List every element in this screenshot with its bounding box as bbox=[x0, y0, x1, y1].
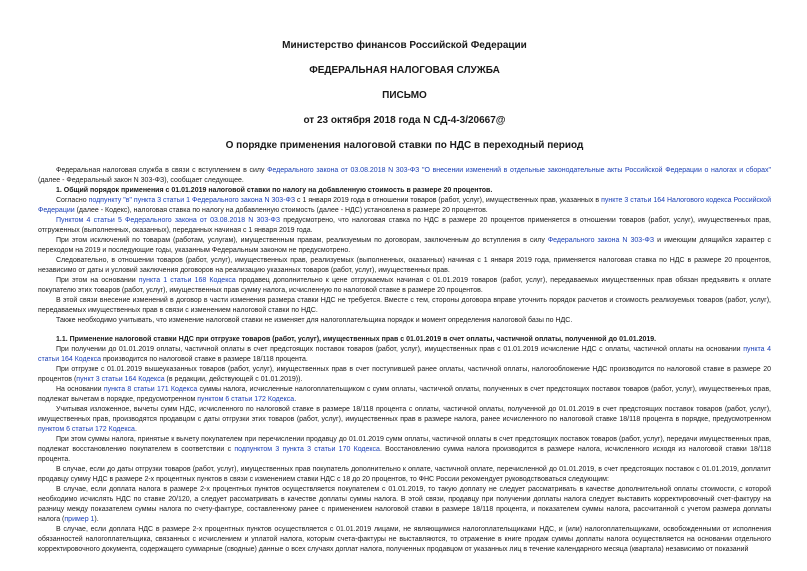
paragraph-text: Учитывая изложенное, вычеты сумм НДС, исчисленного по налоговой ставке в размере 18/118 процента с оплаты, частичной оплаты, полученной до 01.01.2019 в счет предстоящих поставок товаров (работ, услуг), имущественных прав, производятся продавцом с даты отгрузки этих товаров (работ, услуг), имущественных прав в размере налога, ранее исчисленного по налоговой ставке 18/118 процента в порядке, предусмотренном bbox=[38, 406, 771, 423]
paragraph bbox=[38, 525, 771, 555]
paragraph-text: производится по налоговой ставке в размере 18/118 процента. bbox=[101, 356, 308, 363]
paragraph bbox=[38, 256, 771, 276]
section-heading bbox=[38, 335, 771, 345]
paragraph-text: (в редакции, действующей с 01.01.2019)). bbox=[164, 376, 303, 383]
paragraph-text: В случае, если до даты отгрузки товаров (работ, услуг), имущественных прав покупатель дополнительно к оплате, частичной оплате, перечисленной до 01.01.2019, в счет предстоящих поставок с 01.01.2019, доплатит продавцу сумму НДС в размере 2-х процентных пунктов в связи с изменением ставки НДС с 18 до 20 процентов, то ФНС России рекомендует руководствоваться следующим: bbox=[38, 466, 771, 483]
law-reference-link[interactable]: пунктом 6 статьи 172 Кодекса bbox=[38, 426, 135, 433]
law-reference-link[interactable]: подпункту "в" пункта 3 статьи 1 Федерального закона N 303-ФЗ bbox=[88, 197, 296, 204]
paragraph-text: Также необходимо учитывать, что изменение налоговой ставки не изменяет для налогоплательщика порядок и момент определения налоговой базы по НДС. bbox=[56, 317, 573, 324]
paragraph-text: 1. Общий порядок применения с 01.01.2019 налоговой ставки по налогу на добавленную стоимость в размере 20 процентов. bbox=[56, 187, 493, 194]
paragraph bbox=[38, 435, 771, 465]
paragraph-text: При этом на основании bbox=[56, 277, 139, 284]
paragraph bbox=[38, 345, 771, 365]
document-title: О порядке применения налоговой ставки по НДС в переходный период bbox=[225, 140, 584, 151]
paragraph-text: В случае, если доплата НДС в размере 2-х процентных пунктов осуществляется с 01.01.2019 лицами, не являющимися налогоплательщиками НДС, и (или) налогоплательщиками, освобожденными от исполнения обязанностей налогоплательщика, связанных с исчислением и уплатой налога, которым счета-фактуры не выставляются, то отражение в книге продаж суммы доплаты налога осуществляется на основании отдельного корректировочного документа, содержащего суммарные (сводные) данные о всех случаях доплат налога, полученных продавцом от указанных лиц в течение календарного месяца (квартала) независимо от показаний bbox=[38, 526, 771, 553]
document-body bbox=[38, 166, 771, 555]
law-reference-link[interactable]: подпунктом 3 пункта 3 статьи 170 Кодекса bbox=[234, 446, 380, 453]
law-reference-link[interactable]: Федерального закона N 303-ФЗ bbox=[547, 237, 655, 244]
paragraph bbox=[38, 385, 771, 405]
law-reference-link[interactable]: пункт 3 статьи 164 Кодекса bbox=[76, 376, 165, 383]
paragraph bbox=[38, 166, 771, 186]
law-reference-link[interactable]: пример 1 bbox=[64, 516, 95, 523]
law-reference-link[interactable]: Пунктом 4 статьи 5 Федерального закона от 03.08.2018 N 303-ФЗ bbox=[56, 217, 281, 224]
paragraph bbox=[38, 465, 771, 485]
paragraph-text: При отгрузке с 01.01.2019 вышеуказанных товаров (работ, услуг), имущественных прав в счет поступившей ранее оплаты, частичной оплаты, налогообложение НДС производится по налоговой ставке в размере 20 процентов ( bbox=[38, 366, 771, 383]
paragraph-text: суммы налога, исчисленные налогоплательщиком с сумм оплаты, частичной оплаты, полученных в счет предстоящих поставок товаров (работ, услуг), имущественных прав, подлежат вычетам в порядке, предусмотренном bbox=[38, 386, 771, 403]
paragraph-text: Следовательно, в отношении товаров (работ, услуг), имущественных прав, реализуемых (выполненных, оказанных) начиная с 1 января 2019 года, применяется налоговая ставка по НДС в размере 20 процентов, независимо от даты и условий заключения договоров на реализацию указанных товаров (работ, услуг), имущественных прав. bbox=[38, 257, 771, 274]
paragraph-text: При получении до 01.01.2019 оплаты, частичной оплаты в счет предстоящих поставок товаров (работ, услуг), имущественных прав с 01.01.2019 исчисление НДС с оплаты, частичной оплаты на основании bbox=[56, 346, 744, 353]
law-reference-link[interactable]: пункта 4 статьи 164 Кодекса bbox=[38, 346, 771, 363]
law-reference-link[interactable]: пунктом 6 статьи 172 Кодекса bbox=[197, 396, 295, 403]
law-reference-link[interactable]: Федерального закона от 03.08.2018 N 303-ФЗ "О внесении изменений в отдельные законодательные акты Российской Федерации о налогах и сборах" bbox=[267, 167, 771, 174]
paragraph bbox=[38, 405, 771, 435]
paragraph bbox=[38, 365, 771, 385]
paragraph-text: продавец дополнительно к цене отгружаемых начиная с 01.01.2019 товаров (работ, услуг), передаваемых имущественных прав обязан предъявить к оплате покупателю этих товаров (работ, услуг), имущественных прав сумму налога, исчисленную по налоговой ставке в размере 20 процентов. bbox=[38, 277, 771, 294]
paragraph-text: При этом исключений по товарам (работам, услугам), имущественным правам, реализуемым по договорам, заключенным до вступления в силу bbox=[56, 237, 548, 244]
paragraph-text: . bbox=[134, 426, 137, 433]
paragraph-text: В этой связи внесение изменений в договор в части изменения размера ставки НДС не требуется. Вместе с тем, стороны договора вправе уточнить порядок расчетов и стоимость реализуемых товаров (работ, услуг), передаваемых имущественных прав в связи с изменением налоговой ставки по НДС. bbox=[38, 297, 771, 314]
paragraph-gap bbox=[38, 326, 771, 335]
paragraph-text: (далее - Кодекс), налоговая ставка по налогу на добавленную стоимость (далее - НДС) установлена в размере 20 процентов. bbox=[74, 207, 488, 214]
service-name: ФЕДЕРАЛЬНАЯ НАЛОГОВАЯ СЛУЖБА bbox=[309, 65, 500, 76]
paragraph-text: При этом суммы налога, принятые к вычету покупателем при перечислении продавцу до 01.01.2019 сумм оплаты, частичной оплаты в счет предстоящих поставок товаров (работ, услуг), передачи имущественных прав, подлежат восстановлению покупателем в соответствии с bbox=[38, 436, 771, 453]
paragraph bbox=[38, 196, 771, 216]
paragraph-text: . Восстановлению сумма налога производится в размере налога, исчисленного исходя из налоговой ставки 18/118 процента. bbox=[38, 446, 771, 463]
paragraph-text: и имеющим длящийся характер с переходом на 2019 и последующие годы, указанным Федеральным законом не предусмотрено. bbox=[38, 237, 772, 254]
paragraph bbox=[38, 316, 771, 326]
paragraph bbox=[38, 236, 771, 256]
document-type: ПИСЬМО bbox=[382, 90, 427, 101]
law-reference-link[interactable]: пункте 3 статьи 164 Налогового кодекса Российской Федерации bbox=[38, 197, 771, 214]
paragraph-text: предусмотрено, что налоговая ставка по НДС в размере 20 процентов применяется в отношении товаров (работ, услуг), имущественных прав, отгруженных (выполненных, оказанных), переданных начиная с 1 января 2019 года. bbox=[38, 217, 771, 234]
paragraph-text: ). bbox=[94, 516, 99, 523]
paragraph-text: . bbox=[294, 396, 297, 403]
law-reference-link[interactable]: пункта 1 статьи 168 Кодекса bbox=[138, 277, 236, 284]
paragraph bbox=[38, 296, 771, 316]
ministry-name: Министерство финансов Российской Федерации bbox=[282, 40, 527, 51]
paragraph-text: Федеральная налоговая служба в связи с вступлением в силу bbox=[56, 167, 268, 174]
paragraph-text: с 1 января 2019 года в отношении товаров (работ, услуг), имущественных прав, указанных в bbox=[295, 197, 602, 204]
law-reference-link[interactable]: пункта 8 статьи 171 Кодекса bbox=[103, 386, 198, 393]
paragraph-text: Согласно bbox=[56, 197, 89, 204]
paragraph bbox=[38, 485, 771, 525]
paragraph-text: (далее - Федеральный закон N 303-ФЗ), сообщает следующее. bbox=[38, 177, 244, 184]
document-date-number: от 23 октября 2018 года N СД-4-3/20667@ bbox=[303, 115, 506, 126]
paragraph bbox=[38, 276, 771, 296]
paragraph-text: 1.1. Применение налоговой ставки НДС при отгрузке товаров (работ, услуг), имущественных прав с 01.01.2019 в счет оплаты, частичной оплаты, полученной до 01.01.2019. bbox=[56, 336, 657, 343]
paragraph-text: На основании bbox=[56, 386, 104, 393]
paragraph-text: В случае, если доплата налога в размере 2-х процентных пунктов осуществляется покупателем с 01.01.2019, то такую доплату не следует рассматривать в качестве дополнительной оплаты стоимости, с которой необходимо исчислять НДС по ставке 20/120, а следует рассматривать в качестве доплаты суммы налога. В этой связи, продавцу при получении доплаты налога следует выставить корректировочный счет-фактуру на разницу между показателем суммы налога по счету-фактуре, составленному ранее с применением налоговой ставки в размере 18/118 процента, и показателем суммы налога, рассчитанной с учетом размера доплаты налога ( bbox=[38, 486, 771, 523]
section-heading bbox=[38, 186, 771, 196]
paragraph bbox=[38, 216, 771, 236]
